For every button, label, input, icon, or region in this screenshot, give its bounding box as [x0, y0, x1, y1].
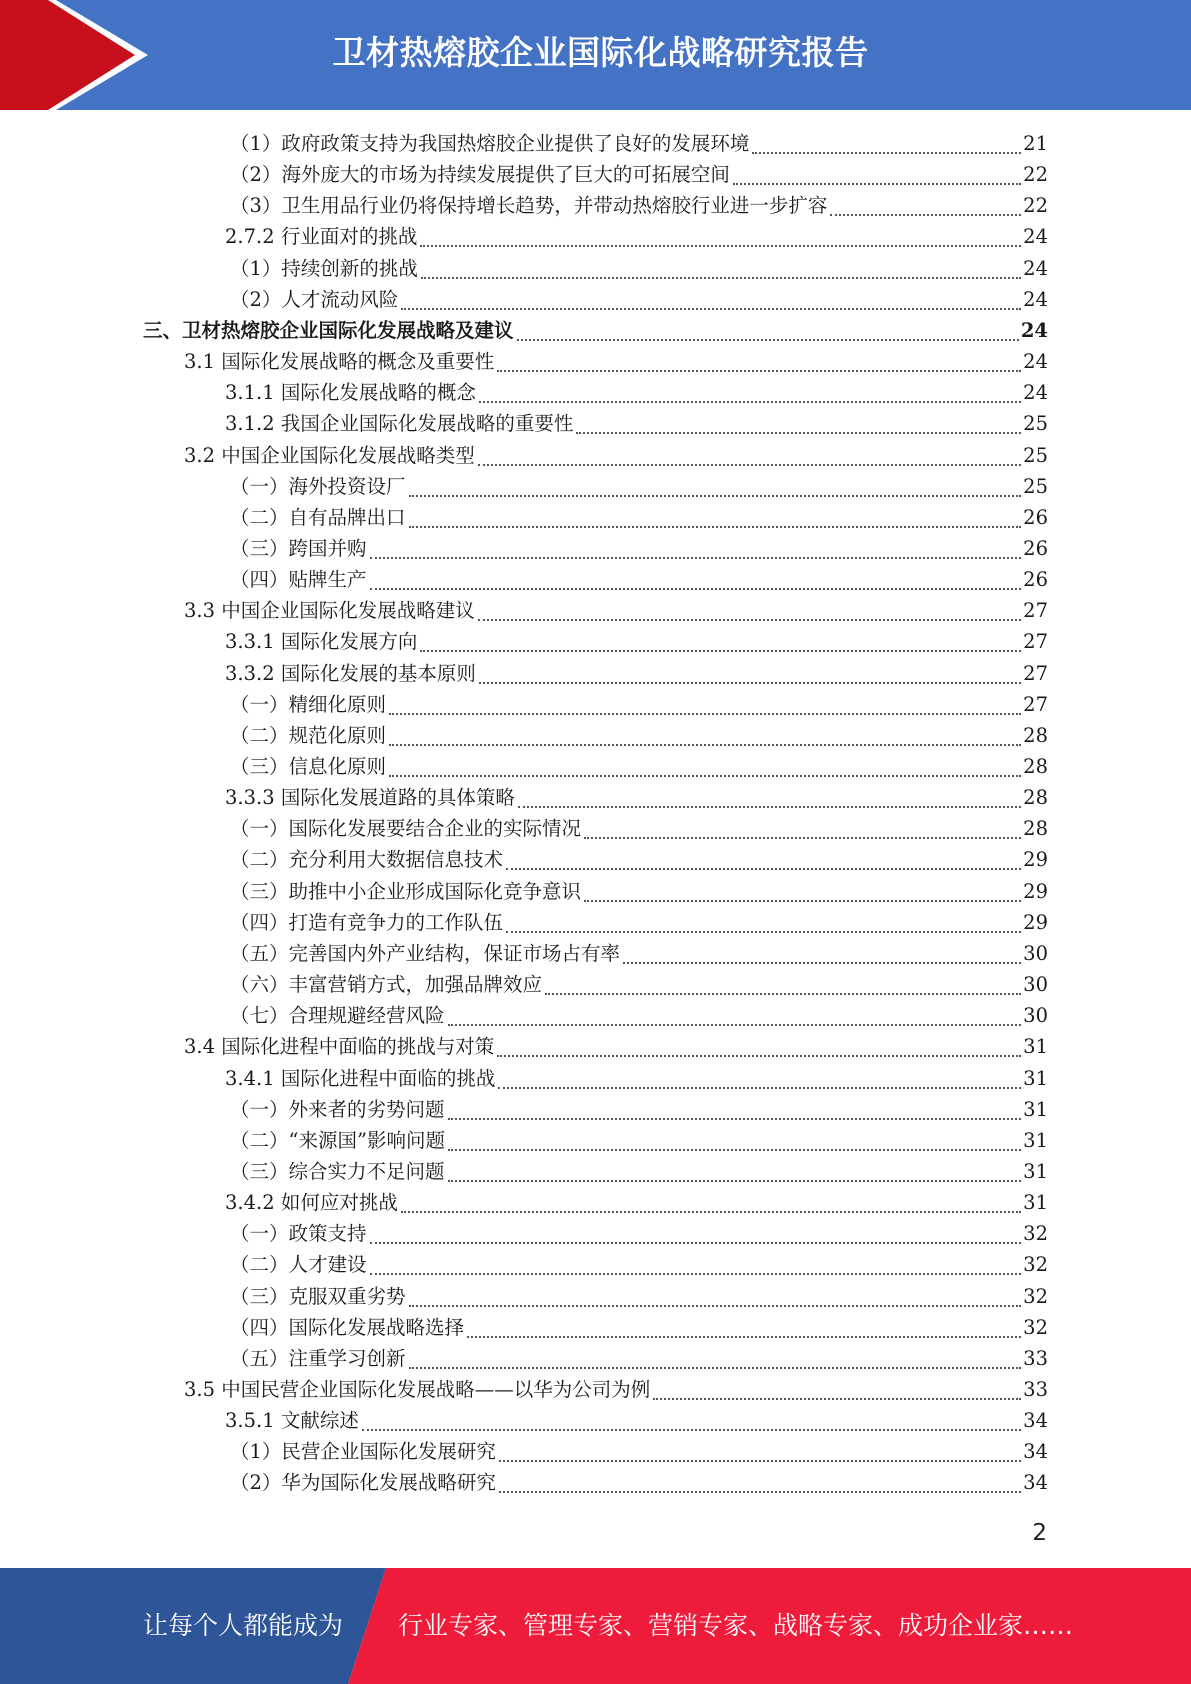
toc-entry-title: （四）打造有竞争力的工作队伍 — [230, 910, 504, 934]
toc-entry-page: 30 — [1023, 941, 1048, 965]
toc-entry-page: 25 — [1023, 474, 1048, 498]
toc-entry-title: （一）外来者的劣势问题 — [230, 1097, 445, 1121]
toc-entry-title: （三）克服双重劣势 — [230, 1284, 406, 1308]
toc-entry-page: 22 — [1023, 194, 1048, 218]
toc-entry-page: 31 — [1023, 1097, 1048, 1121]
toc-dot-leader — [478, 464, 1021, 466]
toc-dot-leader — [576, 432, 1021, 434]
toc-entry-page: 33 — [1023, 1346, 1048, 1370]
toc-entry[interactable] — [230, 689, 1048, 720]
toc-entry[interactable] — [230, 533, 1048, 564]
toc-entry-title: （五）完善国内外产业结构，保证市场占有率 — [230, 941, 621, 965]
toc-dot-leader — [370, 1273, 1022, 1275]
toc-entry-page: 24 — [1020, 318, 1048, 342]
toc-entry[interactable] — [225, 1187, 1048, 1218]
toc-dot-leader — [733, 183, 1021, 185]
toc-entry-page: 29 — [1023, 879, 1048, 903]
toc-dot-leader — [752, 152, 1021, 154]
toc-entry-title: 3.5.1 文献综述 — [225, 1409, 359, 1433]
toc-entry-title: （2）华为国际化发展战略研究 — [230, 1471, 496, 1495]
toc-entry-title: 2.7.2 行业面对的挑战 — [225, 225, 418, 249]
toc-entry-title: 3.3.3 国际化发展道路的具体策略 — [225, 786, 515, 810]
toc-entry-page: 31 — [1023, 1128, 1048, 1152]
toc-entry[interactable] — [230, 720, 1048, 751]
toc-entry-page: 30 — [1023, 1004, 1048, 1028]
toc-dot-leader — [421, 277, 1021, 279]
toc-entry[interactable] — [230, 1125, 1048, 1156]
toc-entry[interactable] — [225, 1063, 1048, 1094]
toc-entry-title: 3.2 中国企业国际化发展战略类型 — [184, 443, 475, 467]
toc-entry-page: 28 — [1023, 723, 1048, 747]
toc-entry-title: （一）国际化发展要结合企业的实际情况 — [230, 817, 582, 841]
toc-entry[interactable] — [230, 1000, 1048, 1031]
toc-entry-title: 3.3.1 国际化发展方向 — [225, 630, 418, 654]
page-number: 2 — [1032, 1520, 1047, 1546]
toc-entry[interactable] — [184, 346, 1048, 377]
toc-entry[interactable] — [230, 471, 1048, 502]
toc-entry-page: 32 — [1023, 1284, 1048, 1308]
toc-dot-leader — [362, 1429, 1021, 1431]
toc-dot-leader — [497, 370, 1021, 372]
toc-entry[interactable] — [230, 1094, 1048, 1125]
toc-entry-page: 34 — [1023, 1409, 1048, 1433]
toc-entry-title: （五）注重学习创新 — [230, 1346, 406, 1370]
toc-entry-title: 3.3.2 国际化发展的基本原则 — [225, 661, 476, 685]
toc-entry-page: 22 — [1023, 163, 1048, 187]
toc-entry[interactable] — [230, 159, 1048, 190]
toc-entry-page: 34 — [1023, 1440, 1048, 1464]
toc-dot-leader — [409, 1367, 1022, 1369]
toc-entry-title: （二）充分利用大数据信息技术 — [230, 848, 504, 872]
toc-dot-leader — [448, 1024, 1022, 1026]
toc-dot-leader — [467, 1336, 1021, 1338]
toc-entry-title: 3.4 国际化进程中面临的挑战与对策 — [184, 1035, 495, 1059]
toc-entry[interactable] — [230, 751, 1048, 782]
toc-entry-page: 34 — [1023, 1471, 1048, 1495]
toc-dot-leader — [506, 868, 1021, 870]
toc-entry-title: （2）海外庞大的市场为持续发展提供了巨大的可拓展空间 — [230, 163, 730, 187]
document-title: 卫材热熔胶企业国际化战略研究报告 — [332, 33, 869, 72]
toc-entry-title: （1）政府政策支持为我国热熔胶企业提供了良好的发展环境 — [230, 132, 750, 155]
toc-entry-title: （三）信息化原则 — [230, 755, 387, 778]
toc-entry-title: （一）政策支持 — [230, 1222, 367, 1246]
toc-dot-leader — [409, 526, 1022, 528]
toc-entry-page: 27 — [1023, 630, 1048, 654]
toc-entry[interactable] — [230, 938, 1048, 969]
toc-entry-title: （二）规范化原则 — [230, 723, 387, 747]
toc-entry-page: 25 — [1023, 443, 1048, 467]
toc-dot-leader — [498, 1087, 1021, 1089]
toc-dot-leader — [584, 837, 1021, 839]
toc-entry-page: 32 — [1023, 1253, 1048, 1277]
toc-dot-leader — [389, 713, 1021, 715]
toc-entry-page: 30 — [1023, 973, 1048, 997]
toc-dot-leader — [506, 931, 1021, 933]
toc-entry-title: （四）贴牌生产 — [230, 568, 367, 592]
toc-entry[interactable] — [184, 595, 1048, 626]
toc-entry-page: 32 — [1023, 1222, 1048, 1246]
toc-entry[interactable] — [230, 1343, 1048, 1374]
toc-entry-page: 24 — [1023, 350, 1048, 374]
toc-entry-title: 3.1.2 我国企业国际化发展战略的重要性 — [225, 412, 574, 436]
toc-entry-title: （六）丰富营销方式，加强品牌效应 — [230, 973, 543, 997]
toc-dot-leader — [448, 1149, 1021, 1151]
toc-dot-leader — [401, 1211, 1021, 1213]
toc-entry-title: 3.3 中国企业国际化发展战略建议 — [184, 599, 475, 623]
toc-entry-title: 3.1 国际化发展战略的概念及重要性 — [184, 350, 495, 374]
toc-entry-title: （四）国际化发展战略选择 — [230, 1315, 465, 1339]
toc-entry-title: （三）助推中小企业形成国际化竞争意识 — [230, 879, 582, 903]
toc-entry-page: 31 — [1023, 1159, 1048, 1183]
toc-dot-leader — [389, 775, 1021, 777]
toc-entry-title: （1）持续创新的挑战 — [230, 256, 418, 280]
toc-entry[interactable] — [230, 1156, 1048, 1187]
toc-entry-title: （3）卫生用品行业仍将保持增长趋势，并带动热熔胶行业进一步扩容 — [230, 194, 828, 218]
toc-entry-title: （二）人才建设 — [230, 1253, 367, 1277]
toc-entry-title: （三）综合实力不足问题 — [230, 1159, 445, 1183]
toc-entry[interactable] — [225, 1405, 1048, 1436]
toc-entry[interactable] — [230, 1249, 1048, 1280]
toc-entry-page: 27 — [1023, 599, 1048, 623]
toc-dot-leader — [370, 1242, 1022, 1244]
toc-entry[interactable] — [143, 315, 1048, 346]
toc-dot-leader — [517, 339, 1019, 341]
toc-dot-leader — [409, 495, 1022, 497]
toc-entry[interactable] — [230, 502, 1048, 533]
toc-entry[interactable] — [230, 284, 1048, 315]
toc-dot-leader — [420, 245, 1021, 247]
toc-entry[interactable] — [225, 626, 1048, 657]
toc-dot-leader — [448, 1180, 1022, 1182]
page-header — [0, 0, 1191, 110]
toc-dot-leader — [420, 650, 1021, 652]
toc-entry[interactable] — [184, 1031, 1048, 1062]
toc-dot-leader — [497, 1055, 1021, 1057]
toc-dot-leader — [389, 744, 1021, 746]
toc-dot-leader — [401, 308, 1021, 310]
toc-entry-title: （二）自有品牌出口 — [230, 505, 406, 529]
toc-entry[interactable] — [225, 408, 1048, 439]
toc-dot-leader — [370, 588, 1022, 590]
toc-entry-title: 3.4.2 如何应对挑战 — [225, 1191, 398, 1215]
toc-entry-title: 三、卫材热熔胶企业国际化发展战略及建议 — [143, 318, 514, 342]
toc-entry[interactable] — [184, 440, 1048, 471]
toc-entry[interactable] — [230, 844, 1048, 875]
toc-dot-leader — [545, 993, 1021, 995]
toc-entry[interactable] — [225, 377, 1048, 408]
toc-dot-leader — [499, 1460, 1021, 1462]
toc-entry-page: 24 — [1023, 225, 1048, 249]
toc-entry-page: 27 — [1023, 692, 1048, 716]
toc-entry-title: （一）精细化原则 — [230, 692, 387, 716]
toc-entry-page: 26 — [1023, 505, 1048, 529]
toc-entry-title: （一）海外投资设厂 — [230, 474, 406, 498]
page-footer — [0, 1568, 1191, 1684]
toc-entry[interactable] — [230, 1436, 1048, 1467]
toc-entry-page: 28 — [1023, 786, 1048, 810]
toc-entry[interactable] — [230, 1312, 1048, 1343]
toc-dot-leader — [499, 1491, 1021, 1493]
toc-entry-page: 31 — [1023, 1191, 1048, 1215]
toc-entry-page: 25 — [1023, 412, 1048, 436]
toc-entry-page: 31 — [1023, 1066, 1048, 1090]
toc-entry-page: 26 — [1023, 536, 1048, 560]
toc-entry[interactable] — [225, 782, 1048, 813]
toc-entry-page: 24 — [1023, 256, 1048, 280]
footer-slogan-right: 行业专家、管理专家、营销专家、战略专家、成功企业家…… — [398, 1611, 1074, 1640]
toc-dot-leader — [478, 619, 1021, 621]
toc-entry[interactable] — [230, 564, 1048, 595]
toc-entry-page: 24 — [1023, 381, 1048, 405]
toc-entry[interactable] — [230, 907, 1048, 938]
toc-dot-leader — [479, 401, 1021, 403]
toc-dot-leader — [830, 214, 1021, 216]
toc-entry[interactable] — [225, 221, 1048, 252]
toc-dot-leader — [370, 557, 1022, 559]
toc-entry[interactable] — [230, 1218, 1048, 1249]
toc-entry-title: 3.1.1 国际化发展战略的概念 — [225, 381, 476, 405]
toc-entry[interactable] — [230, 969, 1048, 1000]
toc-dot-leader — [409, 1305, 1022, 1307]
toc-dot-leader — [448, 1118, 1022, 1120]
toc-entry[interactable] — [230, 1281, 1048, 1312]
toc-entry[interactable] — [230, 1467, 1048, 1498]
toc-entry-title: （二）“来源国”影响问题 — [230, 1128, 445, 1152]
toc-entry-title: 3.5 中国民营企业国际化发展战略——以华为公司为例 — [184, 1378, 651, 1401]
toc-entry-title: 3.4.1 国际化进程中面临的挑战 — [225, 1066, 496, 1090]
toc-entry-page: 32 — [1023, 1315, 1048, 1339]
toc-entry-page: 29 — [1023, 910, 1048, 934]
toc-entry-title: （1）民营企业国际化发展研究 — [230, 1440, 496, 1464]
toc-dot-leader — [653, 1398, 1021, 1400]
toc-dot-leader — [479, 682, 1021, 684]
toc-entry[interactable] — [230, 253, 1048, 284]
footer-slogan-left: 让每个人都能成为 — [143, 1611, 344, 1640]
toc-dot-leader — [518, 806, 1021, 808]
toc-entry-page: 27 — [1023, 661, 1048, 685]
toc-entry-page: 21 — [1023, 132, 1048, 155]
toc-entry-page: 26 — [1023, 568, 1048, 592]
toc-entry[interactable] — [230, 813, 1048, 844]
toc-dot-leader — [623, 962, 1021, 964]
toc-entry[interactable] — [184, 1374, 1048, 1405]
toc-entry-page: 33 — [1023, 1378, 1048, 1401]
toc-entry[interactable] — [230, 190, 1048, 221]
toc-entry-page: 28 — [1023, 817, 1048, 841]
toc-entry-title: （2）人才流动风险 — [230, 287, 399, 311]
toc-entry[interactable] — [230, 876, 1048, 907]
toc-entry[interactable] — [225, 658, 1048, 689]
toc-entry-title: （七）合理规避经营风险 — [230, 1004, 445, 1028]
toc-dot-leader — [584, 900, 1021, 902]
toc-entry-page: 24 — [1023, 287, 1048, 311]
toc-entry-page: 31 — [1023, 1035, 1048, 1059]
toc-entry-page: 29 — [1023, 848, 1048, 872]
toc-entry-page: 28 — [1023, 755, 1048, 778]
toc-entry[interactable] — [230, 128, 1048, 159]
toc-entry-title: （三）跨国并购 — [230, 536, 367, 560]
